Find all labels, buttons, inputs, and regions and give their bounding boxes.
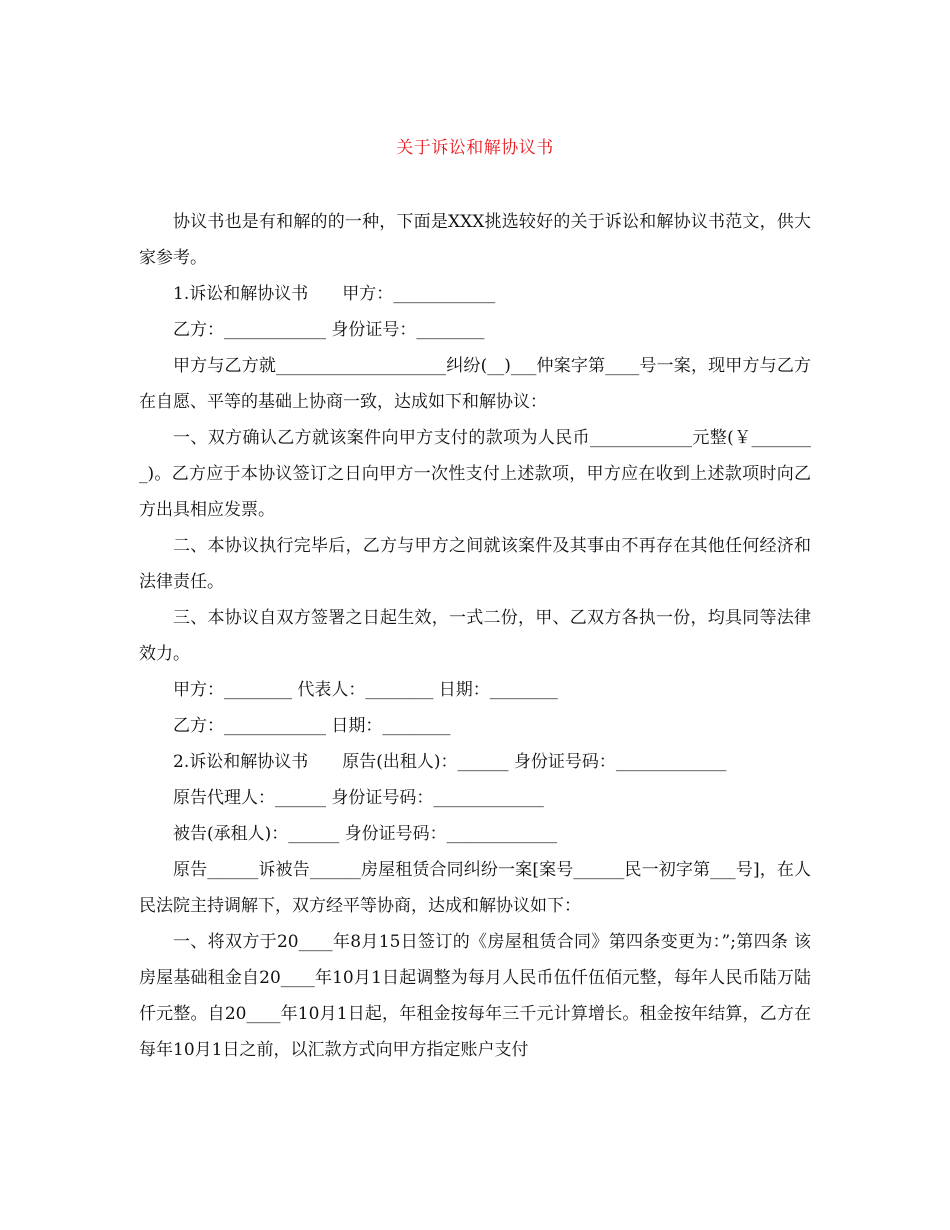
document-body (139, 204, 811, 1068)
document-title: 关于诉讼和解协议书 (396, 138, 554, 158)
party-b-signature-line: 乙方：____________ 日期：________ (173, 716, 451, 736)
defendant-line: 被告(承租人)：______ 身份证号码：_____________ (173, 824, 558, 844)
clause-3-paragraph: 三、本协议自双方签署之日起生效，一式二份，甲、乙双方各执一份，均具同等法律效力。 (139, 608, 811, 664)
clause-1-paragraph: 一、双方确认乙方就该案件向甲方支付的款项为人民币____________元整(￥________)。乙方应于本协议签订之日向甲方一次性支付上述款项，甲方应在收到上述款项时向乙方出具相应发票。 (139, 428, 811, 520)
dispute-paragraph: 甲方与乙方就____________________纠纷(__)___仲案字第____号一案，现甲方与乙方在自愿、平等的基础上协商一致，达成如下和解协议： (139, 356, 811, 412)
rent-clause-paragraph: 一、将双方于20____年8月15日签订的《房屋租赁合同》第四条变更为：”;第四条 该房屋基础租金自20____年10月1日起调整为每月人民币伍仟伍佰元整，每年人民币陆万陆仟元整。自20____年10月1日起，年租金按每年三千元计算增长。租金按年结算，乙方在每年10月1日之前，以汇款方式向甲方指定账户支付 (139, 932, 811, 1060)
case-paragraph: 原告______诉被告______房屋租赁合同纠纷一案[案号______民一初字第___号]，在人民法院主持调解下，双方经平等协商，达成和解协议如下： (139, 860, 811, 916)
intro-paragraph: 协议书也是有和解的的一种，下面是XXX挑选较好的关于诉讼和解协议书范文，供大家参考。 (139, 212, 811, 268)
clause-2-paragraph: 二、本协议执行完毕后，乙方与甲方之间就该案件及其事由不再存在其他任何经济和法律责任。 (139, 536, 811, 592)
party-a-signature-line: 甲方：________ 代表人：________ 日期：________ (173, 680, 558, 700)
party-b-id-line: 乙方：____________ 身份证号：________ (173, 320, 485, 340)
agreement-2-heading: 2.诉讼和解协议书 原告(出租人)：______ 身份证号码：_____________ (173, 752, 727, 772)
agreement-1-heading: 1.诉讼和解协议书 甲方：____________ (173, 284, 496, 304)
plaintiff-agent-line: 原告代理人：______ 身份证号码：_____________ (173, 788, 544, 808)
